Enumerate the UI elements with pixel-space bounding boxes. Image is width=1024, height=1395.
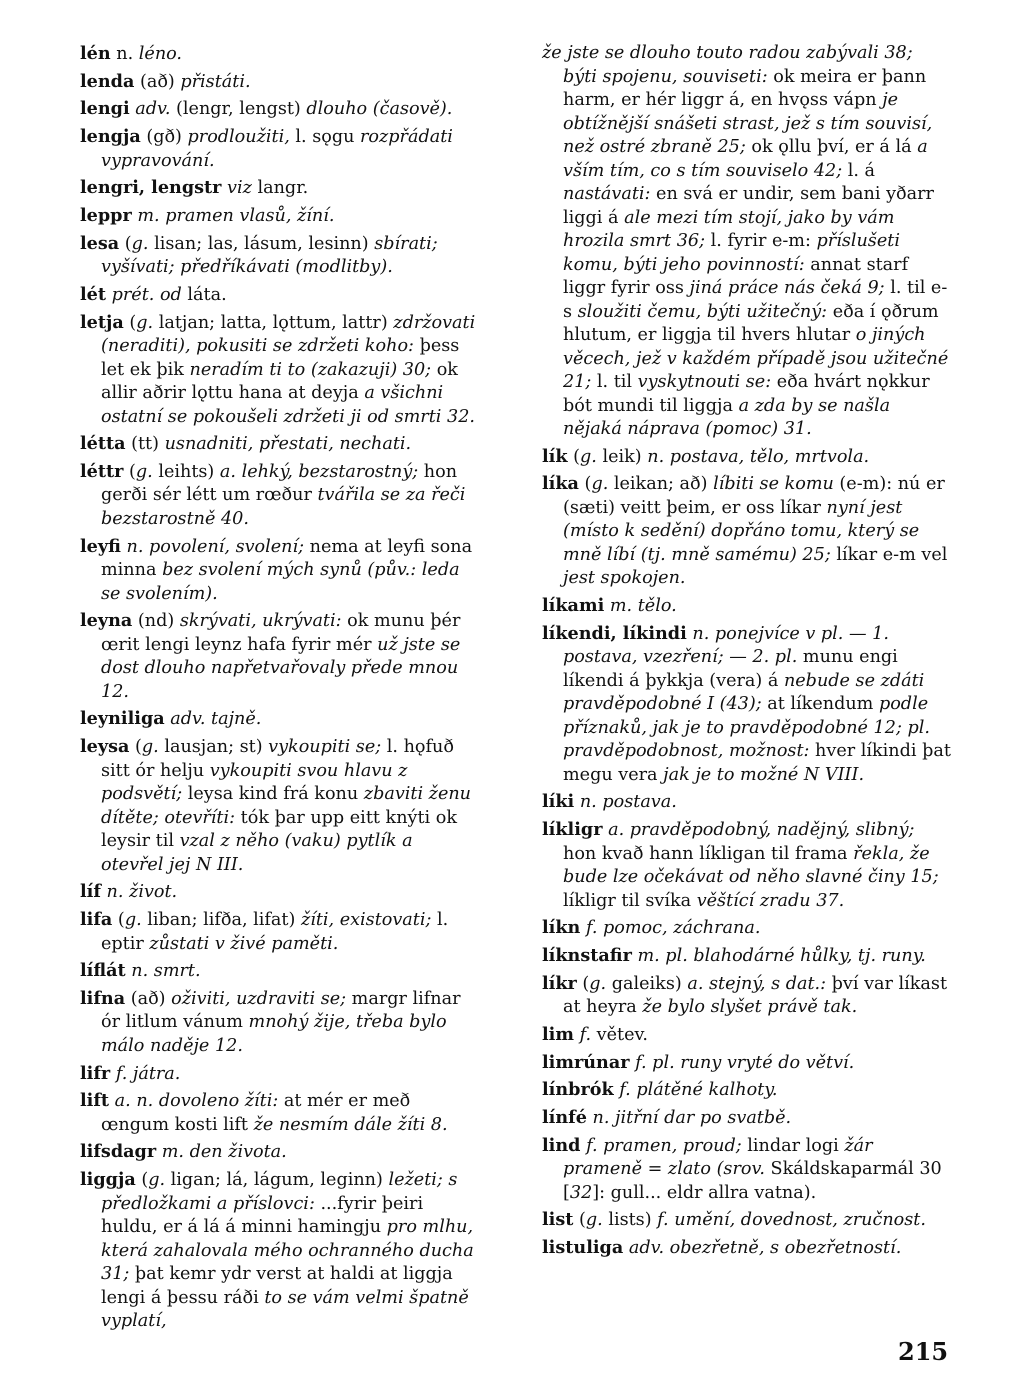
dictionary-entry [80,959,480,984]
definition-text: pro mlhu, která zahalovala mého ochranného ducha 31; [101,1217,474,1285]
dictionary-entry [80,42,480,67]
entry-text: líkar e-m vel [830,544,948,565]
definition-text: a vším tím, co s tím souviselo 42; [563,137,928,181]
headword: lenda [80,70,135,92]
dictionary-entry [542,42,952,442]
entry-text: ( [119,233,132,254]
definition-text: tvářila se za řeči bezstarostně 40. [101,485,466,529]
dictionary-entry [80,880,480,905]
dictionary-entry [80,97,480,122]
dictionary-entry [80,1062,480,1087]
definition-text: jak je to možné N VIII. [663,764,865,785]
entry-text: l. sǫgu [289,127,361,148]
definition-text: f. pramen, proud; [586,1135,742,1156]
entry-text: ( [112,910,125,930]
dictionary-entry [80,125,480,173]
definition-text: jest spokojen. [563,568,686,589]
entry-text: (gð) [140,127,188,148]
entry-text: þat kemr ydr verst at haldi at liggja lengi á þessu ráði [101,1264,453,1308]
entry-text: en svá er undir, sem bani yðarr liggi á [563,184,934,228]
definition-text: nyní jest (místo k sedění) dopřáno tomu, který se mně líbí (tj. mně samému) 25; [563,497,920,565]
entry-text: ok meira er þann harm, er hér liggr á, en hvǫss vápn [563,66,927,110]
entry-text: margr lifnar ór litlum vánum [101,988,461,1033]
entry-text: ( [129,737,142,758]
dictionary-entry [80,987,480,1059]
definition-text: 32 [569,1182,593,1203]
definition-text: mnohý žije, třeba bylo málo naděje 12. [101,1012,447,1056]
dictionary-entry [80,1140,480,1165]
dictionary-entry [542,445,952,470]
entry-text: (að) [134,71,181,92]
entry-text: (nd) [132,611,180,632]
dictionary-entry [542,594,952,619]
headword: lengri, lengstr [80,177,222,199]
dictionary-entry [80,908,480,956]
entry-text: lists) [602,1210,658,1231]
definition-text: n. povolení, svolení; [126,536,305,557]
entry-text: liban; lifða, lifat) [141,910,301,930]
definition-text: líbiti se komu [713,474,834,495]
headword: limrúnar [542,1051,630,1073]
entry-text: nema at leyfi sona minna [101,536,473,581]
definition-text: vyskytnouti se: [637,372,772,392]
entry-text: latjan; latta, lǫttum, lattr) [153,312,394,333]
definition-text: f. [579,1024,592,1045]
entry-text: ( [135,1170,149,1191]
dictionary-entry [542,472,952,591]
dictionary-entry [80,707,480,732]
definition-text: příslušeti komu, býti jeho povinností: [563,231,900,275]
entry-text: galeiks) [606,973,688,994]
definition-text: g. [591,474,609,495]
definition-text: nastávati: [563,184,651,204]
entry-text: l. til e-s [563,278,948,322]
definition-text: f. játra. [115,1063,181,1084]
headword: lengi [80,98,130,120]
definition-text: řekla, že bude lze očekávat od něho slavné činy 15; [563,843,939,888]
entry-text: ( [123,312,137,333]
right-column [542,42,952,1264]
definition-text: vykoupiti svou hlavu z podsvětí; [101,760,408,805]
definition-text: n. jitřní dar po svatbě. [592,1107,792,1128]
dictionary-entry [80,283,480,308]
definition-text: vykoupiti se; [268,737,382,758]
definition-text: vzal z něho (vaku) pytlík a otevřel jej N III. [101,831,413,875]
entry-text: ( [123,461,136,482]
entry-text: leik) [596,446,648,467]
definition-text: ale mezi tím stojí, jako by vám hrozila smrt 36; [563,207,895,251]
definition-text: f. umění, dovednost, zručnost. [657,1210,926,1231]
entry-text: l. eptir [101,910,449,954]
entry-text: at mér er með œngum kosti lift [101,1091,411,1135]
definition-text: sloužiti čemu, býti užitečný: [577,301,828,322]
headword: líkn [542,917,581,939]
headword: léttr [80,460,124,482]
entry-text: větev. [591,1024,648,1045]
definition-text: f. pomoc, záchrana. [585,918,761,939]
definition-text: a zda by se našla nějaká náprava (pomoc) 31. [563,395,891,439]
dictionary-entry [542,1051,952,1076]
definition-text: prodloužiti, [187,127,290,148]
dictionary-entry [80,176,480,201]
headword: leppr [80,204,132,226]
entry-text: annat starf liggr fyrir oss [563,254,909,298]
dictionary-entry [80,432,480,457]
entry-text: l. fyrir e-m: [705,231,817,251]
definition-text: g. [585,1210,603,1231]
entry-text: (að) [125,988,172,1009]
definition-text: n. život. [106,882,178,903]
definition-text: adv. tajně. [170,709,262,730]
headword: leyna [80,610,133,632]
definition-text: už jste se dost dlouho napřetvařovaly přede mnou 12. [101,634,461,702]
entry-text: ligan; lá, lágum, leginn) [165,1170,389,1191]
dictionary-entry [542,790,952,815]
entry-text: n. [110,44,139,64]
definition-text: o jiných věcech, jež v každém případě jsou užitečné 21; [563,325,949,392]
dictionary-entry [542,972,952,1020]
definition-text: a. pravděpodobný, nadějný, slibný; [608,820,915,841]
definition-text: přistáti. [180,71,251,92]
headword: lesa [80,232,120,254]
headword: línbrók [542,1079,614,1101]
headword: lifa [80,909,113,930]
headword: lík [542,445,568,467]
definition-text: věštící zradu 37. [696,890,845,911]
entry-text: Skáldskaparmál 30 [ [563,1159,942,1203]
definition-text: m. pramen vlasů, žíní. [137,205,335,226]
entry-text: ( [567,446,581,467]
dictionary-entry [542,1078,952,1103]
headword: listuliga [542,1237,624,1258]
definition-text: m. den života. [161,1142,287,1163]
definition-text: g. [136,312,154,333]
definition-text: zdržovati (neraditi), pokusiti se zdržeti koho: [101,312,476,356]
definition-text: že bylo slyšet právě tak. [642,997,858,1018]
definition-text: skrývati, ukrývati: [179,611,342,632]
definition-text: nebude se zdáti pravděpodobné I (43); [563,670,925,715]
definition-text: oživiti, uzdraviti se; [171,988,347,1009]
definition-text: dlouho (časově). [306,99,453,120]
dictionary-entry [80,735,480,877]
dictionary-entry [80,1089,480,1137]
dictionary-entry [542,818,952,913]
left-column [80,42,480,1337]
entry-text: ( [573,1210,586,1231]
definition-text: g. [141,737,159,758]
entry-text: líkligr til svíka [563,890,697,911]
definition-text: léno. [138,44,183,64]
definition-text: podle příznaků, jak je to pravděpodobné 12; pl. pravděpodobnost, možnost: [563,694,930,762]
headword: líki [542,791,575,813]
headword: lind [542,1134,581,1156]
definition-text: n. smrt. [131,961,201,982]
entry-text: at líkendum [761,694,879,715]
entry-text: ( [576,973,590,994]
dictionary-entry [80,311,480,430]
entry-text: eða hvárt nǫkkur bót mundi til liggja [563,372,930,416]
entry-text: l. til [591,372,638,392]
definition-text: g. [135,461,153,482]
definition-text: sbírati; vyšívati; předříkávati (modlitby). [101,233,438,278]
headword: lift [80,1090,110,1112]
definition-text: g. [124,910,142,930]
definition-text: a všichni ostatní se pokoušeli zdržeti ji od smrti 32. [101,383,475,427]
headword: leyfi [80,535,121,557]
headword: liggja [80,1169,136,1191]
entry-text: leysa kind frá konu [182,784,364,805]
entry-text: (lengr, lengst) [170,99,307,120]
entry-text: leikan; að) [608,474,714,495]
definition-text: m. tělo. [609,596,677,617]
definition-text: to se vám velmi špatně vyplatí, [101,1287,469,1332]
definition-text: a. stejný, s dat.: [687,973,827,994]
definition-text: n. ponejvíce v pl. — 1. postava, vzezření; — 2. pl. [563,623,889,668]
headword: lim [542,1023,574,1045]
entry-text: því var líkast at heyra [563,973,948,1018]
entry-text: leihts) [152,461,220,482]
headword: leyniliga [80,708,165,730]
entry-text: (e-m): nú er (sæti) veitt þeim, er oss líkar [563,474,945,518]
definition-text: g. [131,233,149,254]
definition-text: že jste se dlouho touto radou zabývali 38; býti spojenu, souviseti: [542,43,913,87]
definition-text: jiná práce nás čeká 9; [689,278,885,298]
definition-text: žíti, existovati; [300,910,432,930]
dictionary-entry [542,1208,952,1233]
definition-text: zbaviti ženu dítěte; otevříti: [101,784,472,828]
headword: líkendi, líkindi [542,622,687,644]
dictionary-entry [80,232,480,280]
entry-text: ok allir aðrir lǫttu hana at deyja [101,359,458,403]
entry-text: l. á [842,160,876,181]
definition-text: žár prameně = zlato (srov. [563,1135,873,1180]
definition-text: a. lehký, bezstarostný; [219,461,419,482]
dictionary-entry [80,70,480,95]
definition-text: ležeti; s předložkami a příslovci: [101,1170,458,1214]
definition-text: zůstati v živé paměti. [149,933,339,954]
dictionary-entry [80,609,480,704]
definition-text: a. n. dovoleno žíti: [114,1091,279,1112]
headword: lén [80,43,111,64]
entry-text: eða í ǫðrum hlutum, er liggja til hvers hlutar [563,301,939,345]
definition-text: adv. obezřetně, s obezřetností. [628,1238,902,1258]
definition-text: že nesmím dále žíti 8. [253,1114,448,1135]
entry-text: hon kvað hann líkligan til frama [563,843,854,864]
headword: línfé [542,1106,587,1128]
definition-text: n. postava. [579,792,677,813]
headword: leysa [80,736,130,758]
headword: lét [80,283,107,305]
definition-text: adv. [135,99,171,120]
definition-text: je obtížnější snášeti strast, jež s tím souvisí, než ostré zbraně 25; [563,90,933,157]
entry-text: langr. [251,178,309,199]
entry-text: þess let ek þik [101,336,460,380]
entry-text: lindar logi [741,1135,845,1156]
headword: lifr [80,1062,111,1084]
entry-text: lausjan; st) [158,737,269,758]
entry-text: ( [578,474,592,495]
headword: list [542,1209,574,1231]
entry-text: láta. [181,284,227,305]
definition-text: g. [580,446,597,467]
definition-text: usnadniti, přestati, nechati. [164,434,412,455]
dictionary-entry [80,204,480,229]
definition-text: viz [227,178,252,199]
dictionary-entry [542,916,952,941]
entry-text: (tt) [125,434,165,455]
entry-text: ok munu þér œrit lengi leynz hafa fyrir mér [101,611,461,655]
headword: líka [542,473,579,495]
headword: líknstafir [542,945,632,966]
dictionary-entry [542,1134,952,1206]
entry-text: hver líkindi þat megu vera [563,741,951,785]
entry-text: lisan; las, lásum, lesinn) [148,233,375,254]
page-number: 215 [898,1337,949,1366]
headword: líkr [542,972,577,994]
definition-text: g. [589,973,607,994]
entry-text: ok ǫllu því, er á lá [745,137,918,157]
dictionary-entry [542,622,952,788]
entry-text: hon gerði sér létt um rœður [101,461,458,506]
headword: létta [80,433,126,455]
headword: lengja [80,126,141,148]
dictionary-entry [542,944,952,969]
definition-text: prét. od [111,284,182,305]
entry-text: tók þar upp eitt knýti ok leysir til [101,807,458,852]
dictionary-entry [80,1168,480,1334]
definition-text: f. pl. runy vryté do větví. [635,1052,855,1073]
dictionary-entry [80,460,480,532]
headword: líkligr [542,819,603,841]
definition-text: neradím ti to (zakazuji) 30; [189,359,432,380]
headword: líflát [80,960,126,982]
entry-text: ...fyrir þeiri huldu, er á lá á minni hamingju [101,1193,424,1238]
definition-text: m. pl. blahodárné hůlky, tj. runy. [637,946,926,966]
dictionary-entry [542,1023,952,1048]
definition-text: bez svolení mých synů (pův.: leda se svolením). [101,560,460,604]
dictionary-entry [542,1236,952,1261]
entry-text: munu engi líkendi á þykkja (vera) á [563,647,898,691]
definition-text: g. [148,1170,166,1191]
headword: letja [80,311,124,333]
headword: lifna [80,987,126,1009]
headword: líf [80,881,101,903]
entry-text: ]: gull... eldr allra vatna). [592,1182,817,1203]
headword: lifsdagr [80,1141,157,1163]
definition-text: f. plátěné kalhoty. [619,1080,778,1101]
dictionary-entry [542,1106,952,1131]
definition-text: rozpřádati vypravování. [101,127,453,171]
dictionary-entry [80,535,480,607]
headword: líkami [542,595,605,617]
entry-text: l. hǫfuð sitt ór helju [101,737,454,781]
definition-text: n. postava, tělo, mrtvola. [647,446,870,467]
